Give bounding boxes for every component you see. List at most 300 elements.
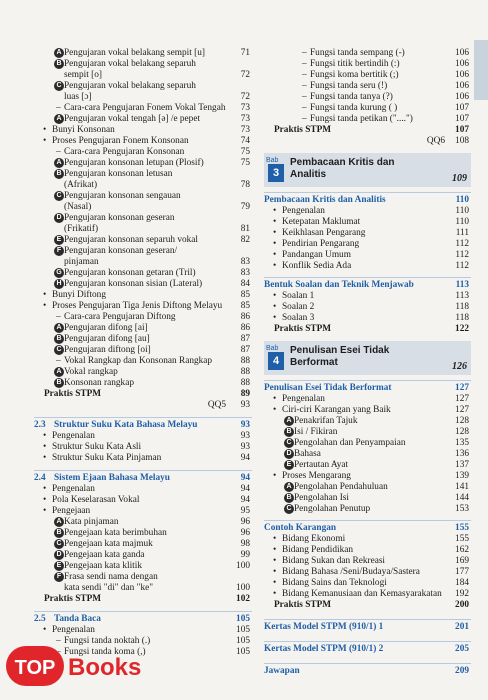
entry-page-number: 99 [240, 550, 250, 560]
toc-bullet-entry [264, 405, 471, 416]
toc-appendix-entry [264, 641, 471, 655]
toc-lettered-entry [34, 572, 252, 583]
entry-page-number: 98 [240, 539, 250, 549]
toc-lettered-entry [34, 561, 252, 572]
toc-lettered-entry [264, 460, 471, 471]
entry-page-number: 86 [240, 323, 250, 333]
letter-badge-icon: E [54, 561, 64, 571]
entry-page-number: 112 [455, 250, 469, 260]
entry-page-number: 111 [455, 228, 469, 238]
entry-page-number: 113 [455, 280, 469, 290]
entry-title: Ciri-ciri Karangan yang Baik [282, 405, 391, 415]
entry-title: Soalan 3 [282, 313, 315, 323]
entry-title: Isi / Fikiran [294, 427, 338, 437]
entry-page-number: 200 [455, 600, 469, 610]
toc-bullet-entry [264, 589, 471, 600]
chapter-3-entries [264, 192, 471, 335]
letter-badge-icon: G [54, 268, 64, 278]
letter-badge-icon: C [54, 345, 64, 355]
entry-title: (Afrikat) [64, 180, 98, 190]
chapter-number-badge [266, 343, 286, 371]
toc-bullet-entry [264, 313, 471, 324]
toc-dash-entry [264, 114, 471, 125]
entry-title: Vokal Rangkap dan Konsonan Rangkap [64, 356, 213, 366]
entry-page-number: 87 [240, 345, 250, 355]
entry-title: Pengenalan [52, 484, 95, 494]
letter-badge-icon: B [54, 528, 64, 538]
entry-title: (Nasal) [64, 202, 92, 212]
entry-page-number: 184 [455, 578, 469, 588]
toc-bullet-entry [264, 556, 471, 567]
entry-title: Struktur Suku Kata Asli [52, 442, 142, 452]
toc-lettered-entry [34, 169, 252, 180]
toc-lettered-entry [34, 345, 252, 356]
entry-title: Pengujaran vokal tengah [ə] /e pepet [64, 114, 201, 124]
entry-title: Pengejaan kata ganda [64, 550, 145, 560]
entry-title: Praktis STPM [44, 594, 102, 604]
entry-page-number: 105 [236, 625, 250, 635]
entry-title: Bidang Bahasa /Seni/Budaya/Sastera [282, 567, 420, 577]
toc-section-heading [34, 470, 252, 484]
entry-title: luas [ɔ] [64, 92, 92, 102]
chapter-title: Pembacaan Kritis dan Analitis [290, 157, 395, 180]
toc-lettered-entry [34, 235, 252, 246]
entry-title: Pengujaran konsonan separuh vokal [64, 235, 198, 245]
entry-title: Struktur Suku Kata Bahasa Melayu [54, 420, 198, 430]
entry-page-number: 118 [455, 313, 469, 323]
toc-dash-entry [264, 70, 471, 81]
entry-page-number: 127 [455, 394, 469, 404]
entry-page-number: 107 [455, 125, 469, 135]
toc-subheading [264, 520, 471, 534]
entry-page-number: 93 [240, 420, 250, 430]
letter-badge-icon: D [54, 213, 64, 223]
toc-section-heading [34, 611, 252, 625]
toc-dash-entry [34, 103, 252, 114]
entry-title: Pengenalan [282, 394, 325, 404]
letter-badge-icon: A [54, 158, 64, 168]
entry-page-number: 95 [240, 506, 250, 516]
entry-page-number: 122 [455, 324, 469, 334]
entry-title: Pendirian Pengarang [282, 239, 360, 249]
entry-page-number: 83 [240, 268, 250, 278]
toc-right-column [264, 48, 471, 677]
section-number: 2.5 [34, 614, 46, 624]
toc-lettered-entry [264, 427, 471, 438]
entry-title: sempit [o] [64, 70, 102, 80]
entry-page-number: 75 [240, 147, 250, 157]
toc-bullet-entry [264, 228, 471, 239]
entry-page-number: 136 [455, 449, 469, 459]
toc-subheading [264, 277, 471, 291]
toc-dash-entry [264, 81, 471, 92]
entry-title: Pengujaran konsonan geseran/ [64, 246, 178, 256]
entry-page-number: 155 [455, 534, 469, 544]
entry-page-number: 139 [455, 471, 469, 481]
toc-bullet-entry [34, 290, 252, 301]
entry-title: Pengujaran konsonan getaran (Tril) [64, 268, 196, 278]
entry-title: Frasa sendi nama dengan [64, 572, 158, 582]
entry-page-number: 74 [240, 136, 250, 146]
toc-lettered-entry [34, 114, 252, 125]
entry-page-number: 169 [455, 556, 469, 566]
entry-page-number: 112 [455, 239, 469, 249]
entry-page-number: 94 [240, 484, 250, 494]
toc-lettered-entry [34, 550, 252, 561]
toc-bullet-entry [264, 239, 471, 250]
entry-title: QQ6 [426, 136, 445, 146]
entry-title: Fungsi koma bertitik (;) [310, 70, 399, 80]
letter-badge-icon: B [284, 427, 294, 437]
praktis-entry [34, 389, 252, 400]
entry-title: Praktis STPM [44, 389, 102, 399]
toc-bullet-entry [34, 442, 252, 453]
toc-bullet-entry [264, 471, 471, 482]
praktis-entry [34, 594, 252, 605]
entry-title: Bidang Sains dan Teknologi [282, 578, 387, 588]
entry-page-number: 73 [240, 114, 250, 124]
entry-page-number: 83 [240, 257, 250, 267]
entry-page-number: 89 [240, 389, 250, 399]
letter-badge-icon: C [54, 539, 64, 549]
entry-title: Bunyi Konsonan [52, 125, 115, 135]
entry-title: Penulisan Esei Tidak Berformat [264, 383, 392, 393]
toc-entry-continuation [34, 202, 252, 213]
entry-title: Pengujaran difong [au] [64, 334, 150, 344]
entry-page-number: 128 [455, 416, 469, 426]
toc-dash-entry [34, 312, 252, 323]
toc-lettered-entry [34, 81, 252, 92]
letter-badge-icon: B [284, 493, 294, 503]
entry-title: Cara-cara Pengujaran Fonem Vokal Tengah [64, 103, 226, 113]
entry-page-number: 107 [455, 103, 469, 113]
entry-page-number: 209 [455, 666, 469, 676]
entry-page-number: 100 [236, 561, 250, 571]
entry-page-number: 100 [236, 583, 250, 593]
entry-page-number: 94 [240, 495, 250, 505]
entry-title: Fungsi tanda sempang (-) [310, 48, 405, 58]
entry-title: Bahasa [294, 449, 321, 459]
entry-page-number: 153 [455, 504, 469, 514]
entry-page-number: 79 [240, 202, 250, 212]
toc-bullet-entry [264, 302, 471, 313]
toc-bullet-entry [264, 394, 471, 405]
entry-title: Pengujaran vokal belakang separuh [64, 81, 196, 91]
chapter-page: 126 [452, 361, 467, 372]
entry-title: Pengenalan [282, 206, 325, 216]
entry-page-number: 110 [455, 206, 469, 216]
toc-bullet-entry [264, 291, 471, 302]
entry-page-number: 84 [240, 279, 250, 289]
entry-page-number: 87 [240, 334, 250, 344]
entry-title: Bentuk Soalan dan Teknik Menjawab [264, 280, 414, 290]
toc-subheading [264, 380, 471, 394]
entry-page-number: 85 [240, 301, 250, 311]
chapter-label: Bab [266, 157, 279, 164]
toc-lettered-entry [34, 323, 252, 334]
letter-badge-icon: F [54, 246, 64, 256]
entry-title: Fungsi tanda kurung ( ) [310, 103, 398, 113]
entry-title: Pengujaran difong [ai] [64, 323, 148, 333]
toc-lettered-entry [34, 246, 252, 257]
entry-page-number: 107 [455, 114, 469, 124]
entry-page-number: 137 [455, 460, 469, 470]
letter-badge-icon: B [54, 334, 64, 344]
entry-page-number: 162 [455, 545, 469, 555]
toc-bullet-entry [34, 431, 252, 442]
entry-title: Pembacaan Kritis dan Analitis [264, 195, 386, 205]
entry-title: Proses Pengujaran Fonem Konsonan [52, 136, 189, 146]
entry-title: Konsonan rangkap [64, 378, 134, 388]
toc-lettered-entry [34, 48, 252, 59]
entry-title: Contoh Karangan [264, 523, 337, 533]
entry-title: Praktis STPM [274, 125, 332, 135]
entry-page-number: 106 [455, 92, 469, 102]
letter-badge-icon: H [54, 279, 64, 289]
entry-title: Pengujaran vokal belakang separuh [64, 59, 196, 69]
chapter-number: 3 [268, 164, 284, 182]
entry-page-number: 88 [240, 356, 250, 366]
entry-title: Bidang Kemanusiaan dan Kemasyarakatan [282, 589, 442, 599]
chapter-label: Bab [266, 345, 279, 352]
entry-title: Pengujaran konsonan letusan [64, 169, 173, 179]
entry-title: Cara-cara Pengujaran Diftong [64, 312, 176, 322]
entry-title: Pengujaran konsonan letupan (Plosif) [64, 158, 204, 168]
chapter-title: Penulisan Esei Tidak Berformat [290, 345, 390, 368]
entry-title: Sistem Ejaan Bahasa Melayu [54, 473, 170, 483]
entry-title: Pengolahan Pendahuluan [294, 482, 388, 492]
entry-page-number: 71 [240, 48, 250, 58]
entry-page-number: 86 [240, 312, 250, 322]
entry-page-number: 144 [455, 493, 469, 503]
toc-bullet-entry [34, 495, 252, 506]
entry-title: Struktur Suku Kata Pinjaman [52, 453, 162, 463]
letter-badge-icon: A [284, 416, 294, 426]
entry-page-number: 102 [236, 594, 250, 604]
chapter-number-badge [266, 155, 286, 183]
entry-title: Bidang Sukan dan Rekreasi [282, 556, 386, 566]
entry-title: Pengujaran diftong [oi] [64, 345, 151, 355]
entry-page-number: 192 [455, 589, 469, 599]
entry-title: Bidang Pendidikan [282, 545, 354, 555]
toc-dash-entry [264, 48, 471, 59]
appendix-entries [264, 619, 471, 677]
entry-title: Praktis STPM [274, 324, 332, 334]
toc-lettered-entry [34, 268, 252, 279]
toc-bullet-entry [264, 567, 471, 578]
toc-bullet-entry [34, 484, 252, 495]
toc-bullet-entry [34, 301, 252, 312]
entry-title: Pengejaan [52, 506, 91, 516]
toc-lettered-entry [34, 528, 252, 539]
qq-entry [264, 136, 471, 147]
entry-title: (Frikatif) [64, 224, 99, 234]
toc-bullet-entry [34, 136, 252, 147]
letter-badge-icon: A [54, 367, 64, 377]
entry-title: Penakrifan Tajuk [294, 416, 358, 426]
page-edge-decoration [474, 40, 488, 100]
entry-page-number: 106 [455, 59, 469, 69]
toc-bullet-entry [264, 250, 471, 261]
entry-page-number: 105 [236, 647, 250, 657]
entry-page-number: 106 [455, 81, 469, 91]
entry-title: Kertas Model STPM (910/1) 2 [264, 644, 384, 654]
entry-title: pinjaman [64, 257, 99, 267]
entry-page-number: 118 [455, 302, 469, 312]
entry-page-number: 82 [240, 235, 250, 245]
toc-dash-entry [264, 92, 471, 103]
toc-lettered-entry [34, 213, 252, 224]
entry-title: Ketepatan Maklumat [282, 217, 361, 227]
toc-entry-continuation [34, 224, 252, 235]
toc-lettered-entry [34, 517, 252, 528]
toc-bullet-entry [34, 625, 252, 636]
toc-bullet-entry [264, 217, 471, 228]
entry-title: kata sendi "di" dan "ke" [64, 583, 154, 593]
entry-title: Fungsi titik bertindih (:) [310, 59, 400, 69]
letter-badge-icon: C [284, 438, 294, 448]
entry-page-number: 94 [240, 473, 250, 483]
praktis-entry [264, 600, 471, 611]
toc-dash-entry [34, 356, 252, 367]
section-number: 2.4 [34, 473, 46, 483]
entry-title: Fungsi tanda seru (!) [310, 81, 388, 91]
entry-page-number: 75 [240, 158, 250, 168]
toc-bullet-entry [34, 125, 252, 136]
entry-title: Pengenalan [52, 431, 95, 441]
entry-page-number: 177 [455, 567, 469, 577]
entry-page-number: 93 [240, 400, 250, 410]
toc-entry-continuation [34, 583, 252, 594]
entry-title: Pengolahan Penutup [294, 504, 371, 514]
toc-bullet-entry [264, 545, 471, 556]
entry-page-number: 112 [455, 261, 469, 271]
toc-entry-continuation [34, 257, 252, 268]
entry-title: Konflik Sedia Ada [282, 261, 352, 271]
toc-lettered-entry [34, 367, 252, 378]
letter-badge-icon: C [54, 191, 64, 201]
toc-section-heading [34, 417, 252, 431]
toc-left-column [34, 48, 252, 658]
entry-title: Pengejaan kata berimbuhan [64, 528, 167, 538]
entry-page-number: 85 [240, 290, 250, 300]
entry-title: Fungsi tanda koma (,) [64, 647, 146, 657]
toc-lettered-entry [34, 279, 252, 290]
entry-page-number: 128 [455, 427, 469, 437]
toc-bullet-entry [264, 534, 471, 545]
chapter-3-banner [264, 153, 471, 187]
entry-page-number: 105 [236, 614, 250, 624]
qq-entry [34, 400, 252, 411]
entry-page-number: 94 [240, 453, 250, 463]
entry-title: Keikhlasan Pengarang [282, 228, 366, 238]
letter-badge-icon: C [54, 81, 64, 91]
praktis-entry [264, 125, 471, 136]
entry-title: Soalan 2 [282, 302, 315, 312]
entry-page-number: 72 [240, 92, 250, 102]
entry-title: Pengujaran konsonan sengauan [64, 191, 181, 201]
section-number: 2.3 [34, 420, 46, 430]
entry-title: Proses Pengujaran Tiga Jenis Diftong Melayu [52, 301, 223, 311]
entry-page-number: 96 [240, 517, 250, 527]
praktis-entry [264, 324, 471, 335]
entry-page-number: 135 [455, 438, 469, 448]
logo-top-text: TOP [14, 657, 56, 679]
entry-page-number: 108 [455, 136, 469, 146]
letter-badge-icon: A [284, 482, 294, 492]
entry-page-number: 93 [240, 431, 250, 441]
entry-page-number: 155 [455, 523, 469, 533]
letter-badge-icon: F [54, 572, 64, 582]
toc-bullet-entry [264, 261, 471, 272]
entry-title: Fungsi tanda tanya (?) [310, 92, 393, 102]
letter-badge-icon: D [284, 449, 294, 459]
toc-lettered-entry [34, 334, 252, 345]
letter-badge-icon: A [54, 323, 64, 333]
letter-badge-icon: A [54, 48, 64, 58]
entry-page-number: 141 [455, 482, 469, 492]
letter-badge-icon: B [54, 378, 64, 388]
logo-books-text: Books [68, 654, 142, 681]
toc-appendix-entry [264, 663, 471, 677]
entry-page-number: 201 [455, 622, 469, 632]
entry-title: Kata pinjaman [64, 517, 119, 527]
entry-page-number: 127 [455, 383, 469, 393]
entry-title: Vokal rangkap [64, 367, 118, 377]
entry-page-number: 96 [240, 528, 250, 538]
entry-title: Fungsi tanda petikan ("....") [310, 114, 413, 124]
entry-title: Pengolahan dan Penyampaian [294, 438, 406, 448]
entry-page-number: 73 [240, 103, 250, 113]
entry-title: Pengenalan [52, 625, 95, 635]
entry-page-number: 105 [236, 636, 250, 646]
toc-lettered-entry [34, 158, 252, 169]
entry-page-number: 73 [240, 125, 250, 135]
entry-page-number: 72 [240, 70, 250, 80]
entry-title: QQ5 [207, 400, 226, 410]
entry-title: Pandangan Umum [282, 250, 351, 260]
entry-title: Bunyi Diftong [52, 290, 106, 300]
letter-badge-icon: E [54, 235, 64, 245]
toc-entry-continuation [34, 92, 252, 103]
letter-badge-icon: C [284, 504, 294, 514]
chapter-4-entries [264, 380, 471, 611]
letter-badge-icon: E [284, 460, 294, 470]
entry-title: Pengejaan kata majmuk [64, 539, 153, 549]
toc-bullet-entry [264, 206, 471, 217]
toc-lettered-entry [34, 191, 252, 202]
toc-lettered-entry [264, 438, 471, 449]
toc-lettered-entry [34, 378, 252, 389]
entry-title: Bidang Ekonomi [282, 534, 346, 544]
toc-lettered-entry [264, 449, 471, 460]
entry-page-number: 110 [455, 217, 469, 227]
toc-subheading [264, 192, 471, 206]
toc-entry-continuation [34, 180, 252, 191]
entry-title: Kertas Model STPM (910/1) 1 [264, 622, 384, 632]
entry-title: Pola Keselarasan Vokal [52, 495, 140, 505]
toc-bullet-entry [264, 578, 471, 589]
entry-page-number: 88 [240, 367, 250, 377]
entry-title: Pengujaran vokal belakang sempit [u] [64, 48, 205, 58]
toc-lettered-entry [264, 482, 471, 493]
entry-page-number: 88 [240, 378, 250, 388]
entry-title: Cara-cara Pengujaran Konsonan [64, 147, 185, 157]
toc-dash-entry [264, 59, 471, 70]
entry-page-number: 113 [455, 291, 469, 301]
entry-page-number: 205 [455, 644, 469, 654]
entry-page-number: 106 [455, 70, 469, 80]
